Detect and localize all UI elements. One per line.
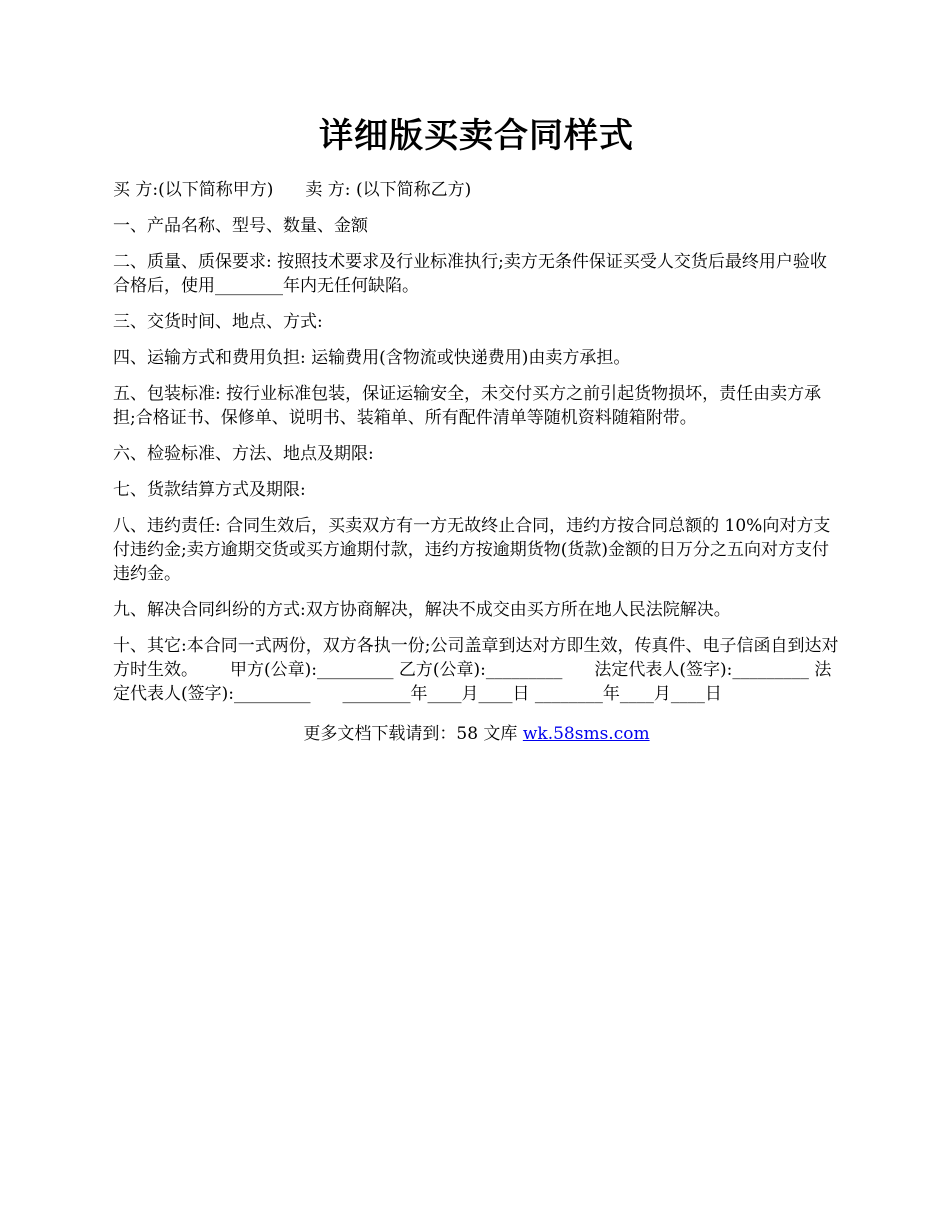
clause-10-text: 十、其它:本合同一式两份，双方各执一份;公司盖章到达对方即生效，传真件、电子信函自到达对方时生效。 [113, 636, 839, 680]
seller-label: 卖 方: (以下简称乙方) [305, 180, 472, 200]
parties-line [113, 178, 840, 202]
party-b-seal: 乙方(公章):_________ [398, 660, 563, 680]
clause-6: 六、检验标准、方法、地点及期限: [113, 444, 374, 464]
document-page [113, 110, 840, 746]
clause-2: 二、质量、质保要求: 按照技术要求及行业标准执行;卖方无条件保证买受人交货后最终用户验收合格后，使用________年内无任何缺陷。 [113, 252, 827, 296]
clause-4: 四、运输方式和费用负担: 运输费用(含物流或快递费用)由卖方承担。 [113, 348, 631, 368]
clause-3: 三、交货时间、地点、方式: [113, 312, 323, 332]
clause-1: 一、产品名称、型号、数量、金额 [113, 216, 368, 236]
footer-prefix: 更多文档下载请到：58 文库 [303, 724, 523, 744]
footer [113, 722, 840, 746]
clause-10 [113, 634, 840, 706]
buyer-label: 买 方:(以下简称甲方) [113, 180, 274, 200]
legal-rep-b: 法定代表人(签字):_________ [113, 660, 832, 704]
footer-link[interactable]: wk.58sms.com [522, 724, 650, 744]
document-title: 详细版买卖合同样式 [319, 116, 634, 156]
date-a: ________年____月____日 [342, 684, 530, 704]
clause-9: 九、解决合同纠纷的方式:双方协商解决，解决不成交由买方所在地人民法院解决。 [113, 600, 731, 620]
clause-7: 七、货款结算方式及期限: [113, 480, 306, 500]
clause-8: 八、违约责任: 合同生效后，买卖双方有一方无故终止合同，违约方按合同总额的 10%向对方支付违约金;卖方逾期交货或买方逾期付款，违约方按逾期货物(货款)金额的日万分之五向对方支付违约金。 [113, 516, 831, 584]
legal-rep-a: 法定代表人(签字):_________ [594, 660, 809, 680]
date-b: ________年____月____日 [534, 684, 722, 704]
clause-5: 五、包装标准: 按行业标准包装，保证运输安全，未交付买方之前引起货物损坏，责任由卖方承担;合格证书、保修单、说明书、装箱单、所有配件清单等随机资料随箱附带。 [113, 384, 822, 428]
party-a-seal: 甲方(公章):_________ [230, 660, 394, 680]
